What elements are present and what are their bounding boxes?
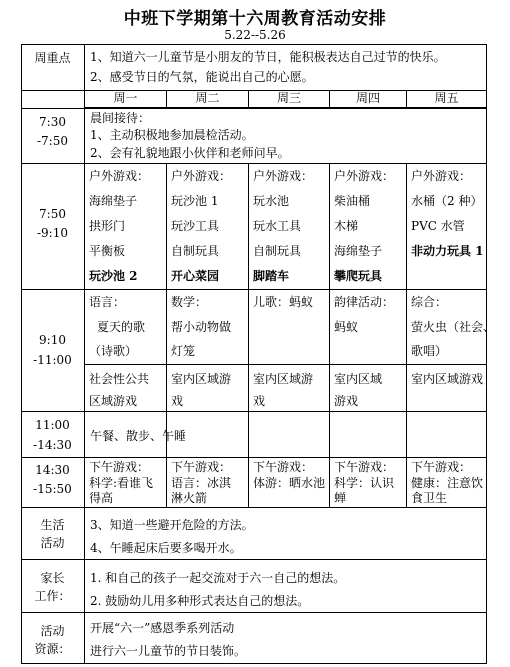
focus-line: 1、知道六一儿童节是小朋友的节日，能积极表达自己过节的快乐。 [90,50,446,64]
day-header: 周三 [276,91,301,105]
h-line [85,364,487,365]
afternoon-item: 食卫生 [411,491,448,505]
outdoor-item: 户外游戏： [411,169,472,183]
learning-item: （诗歌） [89,344,138,358]
outdoor-item: 户外游戏： [253,169,314,183]
focus-line: 2、感受节日的气氛，能说出自己的心愿。 [90,70,314,84]
outdoor-item: 玩沙池 1 [171,194,219,208]
life-label: 生活 [40,518,65,532]
area-item: 室内区域游 [253,372,314,386]
time-label: -7:50 [36,134,68,148]
afternoon-item: 体游：晒水池 [253,476,326,490]
v-line [329,163,330,458]
time-label: 11:00 [35,418,70,432]
outdoor-item: 海绵垫子 [334,244,383,258]
outdoor-item: 拱形门 [89,219,126,233]
h-line [21,663,487,664]
afternoon-item: 蝉 [334,491,347,505]
page-title: 中班下学期第十六周教育活动安排 [123,9,387,29]
learning-item: 语言： [89,295,126,309]
area-item: 室内区域游 [171,372,232,386]
morning-line: 1、主动积极地参加晨检活动。 [90,128,254,142]
time-label: 7:30 [39,115,66,129]
time-label: 9:10 [39,333,66,347]
learning-item: 蚂蚁 [334,320,359,334]
resources-line: 进行六一儿童节的节日装饰。 [90,644,247,658]
learning-item: 综合： [411,295,448,309]
learning-item: 萤火虫（社会、 [411,320,496,334]
morning-line: 2、会有礼貌地跟小伙伴和老师问早。 [90,146,290,160]
learning-item: 数学： [171,295,208,309]
life-line: 3、知道一些避开危险的方法。 [90,518,254,532]
v-line [248,457,249,508]
v-line [166,163,167,458]
parents-line: 1. 和自己的孩子一起交流对于六一自己的想法。 [90,571,346,585]
h-line [21,163,487,164]
learning-item: 帮小动物做 [171,320,232,334]
area-item: 室内区域 [334,372,383,386]
learning-item: 儿歌：蚂蚁 [253,295,314,309]
midday-text: 午餐、散步、午睡 [90,429,187,443]
afternoon-item: 下午游戏： [253,460,314,474]
learning-item: 夏天的歌 [97,320,146,334]
life-line: 4、午睡起床后要多喝开水。 [90,541,242,555]
outdoor-item: 海绵垫子 [89,194,138,208]
time-label: -15:50 [33,482,72,496]
v-line [406,457,407,508]
afternoon-item: 淋火箭 [171,491,208,505]
outdoor-item: 柴油桶 [334,194,371,208]
area-item: 戏 [253,394,266,408]
afternoon-item: 下午游戏： [89,460,150,474]
h-line [21,559,487,560]
outdoor-item: 开心菜园 [171,269,220,283]
day-header: 周五 [434,91,459,105]
parents-label: 工作： [34,589,71,603]
time-label: 14:30 [35,463,70,477]
v-line [406,163,407,458]
h-line [21,289,487,290]
date-range: 5.22--5.26 [224,28,286,42]
afternoon-item: 科学：认识 [334,476,395,490]
day-header: 周一 [113,91,138,105]
area-item: 室内区域游戏 [411,372,484,386]
area-item: 戏 [171,394,184,408]
afternoon-item: 下午游戏： [171,460,232,474]
afternoon-item: 健康：注意饮 [411,476,484,490]
learning-item: 韵律活动： [334,295,395,309]
focus-label: 周重点 [34,51,71,65]
h-line [21,507,487,508]
afternoon-item: 下午游戏： [334,460,395,474]
learning-item: 歌唱） [411,344,448,358]
time-label: -11:00 [33,353,72,367]
h-line [21,44,487,45]
outdoor-item: 玩水池 [253,194,290,208]
schedule-table [21,44,496,664]
h-line [21,457,487,458]
outdoor-item: 户外游戏： [89,169,150,183]
afternoon-item: 语言：冰淇 [171,476,232,490]
time-label: 7:50 [39,207,66,221]
outdoor-item: 户外游戏： [334,169,395,183]
resources-line: 开展“六一”感恩季系列活动 [90,621,235,635]
resources-label: 活动 [40,624,65,638]
afternoon-item: 下午游戏： [411,460,472,474]
area-item: 社会性公共 [89,372,150,386]
outdoor-item: 攀爬玩具 [334,269,383,283]
h-line [21,612,487,613]
morning-line: 晨间接待： [90,111,151,125]
parents-label: 家长 [40,571,65,585]
resources-label: 资源： [34,642,71,656]
outdoor-item: 玩水工具 [253,219,302,233]
area-item: 区域游戏 [89,394,138,408]
v-line [248,163,249,458]
day-header: 周二 [195,91,220,105]
outdoor-item: PVC 水管 [411,219,465,233]
v-line [166,457,167,508]
outdoor-item: 非动力玩具 1 [411,244,484,258]
day-header: 周四 [355,91,380,105]
life-label: 活动 [40,536,65,550]
outdoor-item: 脚踏车 [253,269,290,283]
area-item: 游戏 [334,394,359,408]
outdoor-item: 木梯 [334,219,359,233]
learning-item: 灯笼 [171,344,196,358]
outdoor-item: 水桶（2 种） [411,194,483,208]
afternoon-item: 科学:看谁飞 [89,476,154,490]
v-line [329,457,330,508]
outdoor-item: 户外游戏： [171,169,232,183]
outdoor-item: 玩沙池 2 [89,269,138,283]
time-label: -9:10 [36,226,68,240]
parents-line: 2. 鼓励幼儿用多种形式表达自己的想法。 [90,594,310,608]
v-line [486,44,487,664]
v-line [84,44,85,664]
time-label: -14:30 [33,438,72,452]
outdoor-item: 自制玩具 [171,244,220,258]
outdoor-item: 自制玩具 [253,244,302,258]
outdoor-item: 玩沙工具 [171,219,220,233]
h-line [21,411,487,412]
afternoon-item: 得高 [89,491,114,505]
h-line [21,108,487,109]
outdoor-item: 平衡板 [89,244,126,258]
